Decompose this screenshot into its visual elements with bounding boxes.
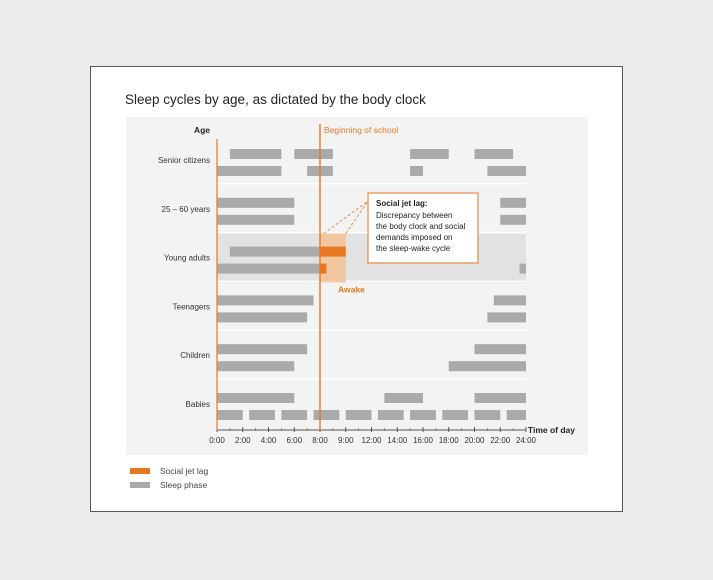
sleep-bar — [230, 149, 282, 159]
x-tick-label: 8:00 — [312, 436, 328, 445]
x-tick-label: 14:00 — [387, 436, 408, 445]
sleep-bar — [346, 410, 372, 420]
sleep-bar — [475, 393, 527, 403]
x-tick-label: 12:00 — [361, 436, 382, 445]
sleep-bar — [475, 344, 527, 354]
sleep-bar — [487, 166, 526, 176]
x-tick-label: 0:00 — [209, 436, 225, 445]
sleep-bar — [217, 344, 307, 354]
annotation-line: the body clock and social — [376, 222, 466, 231]
sleep-bar — [217, 166, 281, 176]
chart-title: Sleep cycles by age, as dictated by the body clock — [125, 92, 426, 107]
legend-item-sleep — [130, 479, 207, 491]
school-start-label: Beginning of school — [324, 125, 399, 135]
sleep-bar — [520, 264, 526, 274]
sleep-bar — [475, 410, 501, 420]
legend-label-sleep: Sleep phase — [160, 480, 208, 490]
row-label: Young adults — [164, 253, 210, 263]
legend-swatch-jetlag — [130, 468, 150, 474]
sleep-bar — [500, 198, 526, 208]
row-label: Babies — [185, 400, 210, 409]
awake-window — [320, 234, 346, 283]
sleep-bar — [410, 166, 423, 176]
sleep-bar — [281, 410, 307, 420]
x-tick-label: 9:00 — [337, 436, 354, 445]
sleep-bar — [217, 312, 307, 322]
annotation-line: the sleep-wake cycle — [376, 244, 451, 253]
sleep-bar — [494, 295, 526, 305]
awake-label: Awake — [338, 284, 365, 295]
x-tick-label: 22:00 — [490, 436, 511, 445]
sleep-bar — [217, 361, 294, 371]
sleep-bar — [294, 149, 333, 159]
sleep-bar — [475, 149, 514, 159]
x-tick-label: 16:00 — [412, 436, 434, 445]
sleep-bar — [217, 393, 294, 403]
jetlag-bar — [320, 247, 346, 257]
sleep-bar — [507, 410, 526, 420]
x-tick-label: 2:00 — [234, 436, 251, 445]
x-axis-label: Time of day — [527, 425, 575, 435]
sleep-bar — [378, 410, 404, 420]
x-tick-label: 6:00 — [286, 436, 303, 445]
sleep-bar — [217, 264, 320, 274]
sleep-bar — [217, 295, 314, 305]
annotation-line: Discrepancy between — [376, 211, 453, 220]
x-tick-label: 4:00 — [260, 436, 277, 445]
jetlag-bar — [320, 264, 326, 274]
sleep-bar — [230, 247, 320, 257]
annotation-title: Social jet lag: — [376, 199, 428, 208]
sleep-bar — [217, 410, 243, 420]
sleep-bar — [449, 361, 526, 371]
sleep-bar — [487, 312, 526, 322]
row-label: 25 – 60 years — [161, 204, 210, 214]
x-tick-label: 20:00 — [464, 436, 485, 445]
row-label: Senior citizens — [157, 156, 210, 165]
annotation-line: demands imposed on — [376, 233, 453, 242]
sleep-bar — [410, 149, 449, 159]
y-axis-label: Age — [193, 125, 210, 135]
x-tick-label: 24:00 — [515, 436, 537, 445]
legend-label-jetlag: Social jet lag — [160, 466, 209, 476]
sleep-bar — [249, 410, 275, 420]
row-label: Teenagers — [172, 302, 210, 312]
sleep-bar — [442, 410, 468, 420]
row-label: Children — [180, 351, 210, 361]
x-tick-label: 18:00 — [438, 436, 459, 445]
sleep-bar — [410, 410, 436, 420]
sleep-bar — [384, 393, 423, 403]
sleep-bar — [217, 215, 294, 225]
sleep-bar — [217, 198, 294, 208]
sleep-bar — [314, 410, 340, 420]
legend-item-jetlag — [130, 465, 208, 477]
sleep-bar — [500, 215, 526, 225]
legend-swatch-sleep — [130, 482, 150, 488]
